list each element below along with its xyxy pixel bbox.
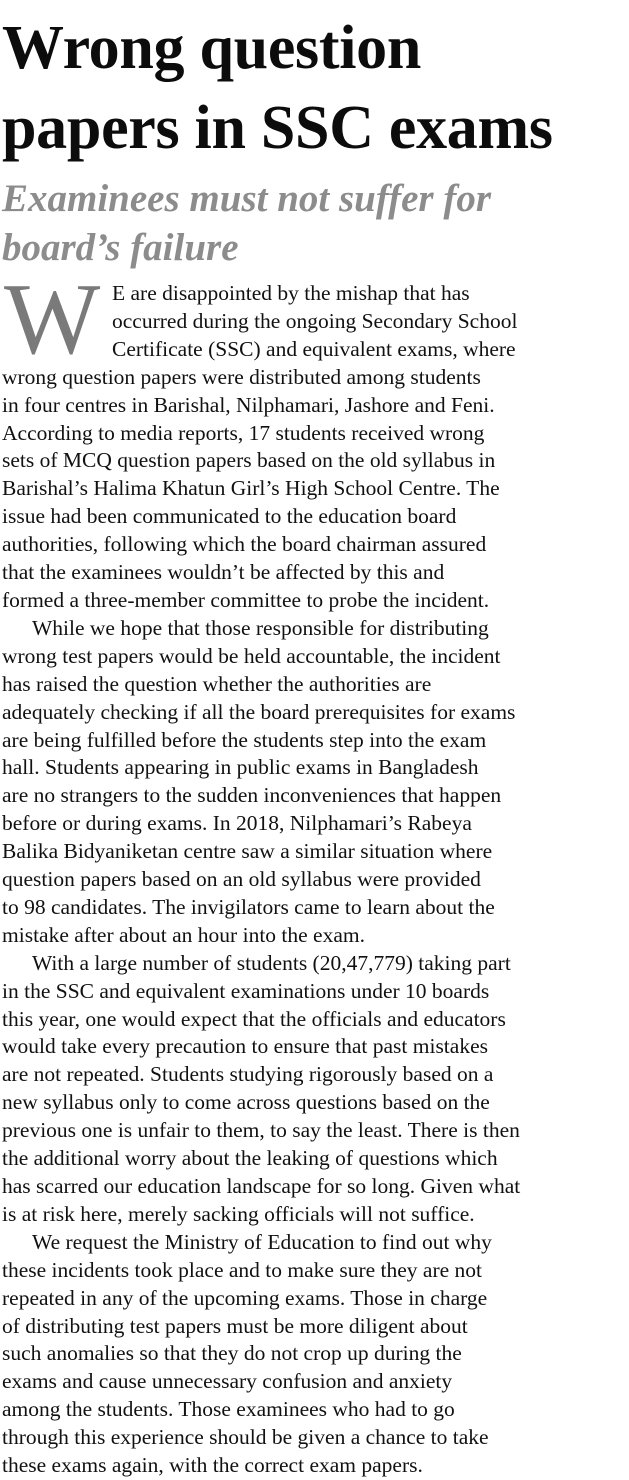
text-line: are no strangers to the sudden inconveniences that happen — [2, 783, 502, 808]
headline-line: papers in SSC exams — [2, 94, 553, 162]
text-line: the additional worry about the leaking of questions which — [2, 1146, 498, 1171]
text-line: sets of MCQ question papers based on the old syllabus in — [2, 448, 496, 473]
paragraph-1 — [2, 263, 629, 615]
text-line: Barishal’s Halima Khatun Girl’s High School Centre. The — [2, 476, 500, 501]
text-line: While we hope that those responsible for distributing — [32, 615, 489, 640]
text-line: these incidents took place and to make sure they are not — [2, 1257, 483, 1282]
subheadline — [2, 174, 629, 272]
text-line: has scarred our education landscape for so long. Given what — [2, 1174, 521, 1198]
text-line: of distributing test papers must be more diligent about — [2, 1313, 468, 1338]
text-line: mistake after about an hour into the exam. — [2, 922, 365, 947]
text-line: repeated in any of the upcoming exams. Those in charge — [2, 1285, 488, 1310]
text-line: to 98 candidates. The invigilators came to learn about the — [2, 894, 495, 919]
text-line: that the examinees wouldn’t be affected by this and — [2, 560, 445, 585]
text-line: We request the Ministry of Education to find out why — [32, 1229, 492, 1254]
subheadline-line: Examinees must not suffer for — [2, 177, 492, 220]
text-line: are not repeated. Students studying rigorously based on a — [2, 1062, 494, 1087]
text-line: occurred during the ongoing Secondary School — [112, 308, 518, 333]
text-line: Certificate (SSC) and equivalent exams, where — [112, 336, 516, 361]
article-body — [2, 263, 629, 1480]
text-line: question papers based on an old syllabus were provided — [2, 867, 481, 892]
text-line: E are disappointed by the mishap that has — [112, 281, 470, 305]
text-line: wrong question papers were distributed among students — [2, 364, 481, 389]
text-line: authorities, following which the board chairman assured — [2, 532, 487, 557]
text-line: formed a three-member committee to probe the incident. — [2, 587, 490, 612]
headline — [2, 0, 629, 168]
text-line: these exams again, with the correct exam papers. — [2, 1453, 423, 1478]
paragraph-4 — [2, 1229, 629, 1480]
paragraph-2 — [2, 615, 629, 950]
text-line: wrong test papers would be held accountable, the incident — [2, 643, 501, 668]
text-line: this year, one would expect that the officials and educators — [2, 1006, 506, 1031]
text-line: hall. Students appearing in public exams in Bangladesh — [2, 755, 479, 780]
text-line: Balika Bidyaniketan centre saw a similar situation where — [2, 839, 493, 864]
text-line: through this experience should be given a chance to take — [2, 1425, 489, 1450]
text-line: among the students. Those examinees who had to go — [2, 1397, 455, 1422]
text-line: are being fulfilled before the students step into the exam — [2, 727, 487, 752]
text-line: new syllabus only to come across questions based on the — [2, 1090, 490, 1115]
text-line: in four centres in Barishal, Nilphamari, Jashore and Feni. — [2, 392, 495, 417]
text-line: in the SSC and equivalent examinations under 10 boards — [2, 978, 490, 1003]
text-line: adequately checking if all the board prerequisites for exams — [2, 699, 516, 724]
text-line: has raised the question whether the authorities are — [2, 671, 432, 696]
subheadline-line: board’s failure — [2, 226, 239, 269]
text-line: According to media reports, 17 students received wrong — [2, 420, 485, 445]
paragraph-3 — [2, 950, 629, 1229]
text-line: would take every precaution to ensure that past mistakes — [2, 1034, 488, 1059]
text-line: issue had been communicated to the education board — [2, 504, 457, 529]
text-line: exams and cause unnecessary confusion and anxiety — [2, 1369, 453, 1394]
drop-cap: W — [4, 263, 101, 376]
text-line: such anomalies so that they do not crop up during the — [2, 1341, 462, 1366]
headline-line: Wrong question — [2, 14, 422, 82]
text-line: is at risk here, merely sacking officials will not suffice. — [2, 1201, 475, 1226]
text-line: before or during exams. In 2018, Nilphamari’s Rabeya — [2, 811, 472, 836]
text-line: previous one is unfair to them, to say the least. There is then — [2, 1118, 520, 1143]
text-line: With a large number of students (20,47,779) taking part — [32, 950, 511, 975]
